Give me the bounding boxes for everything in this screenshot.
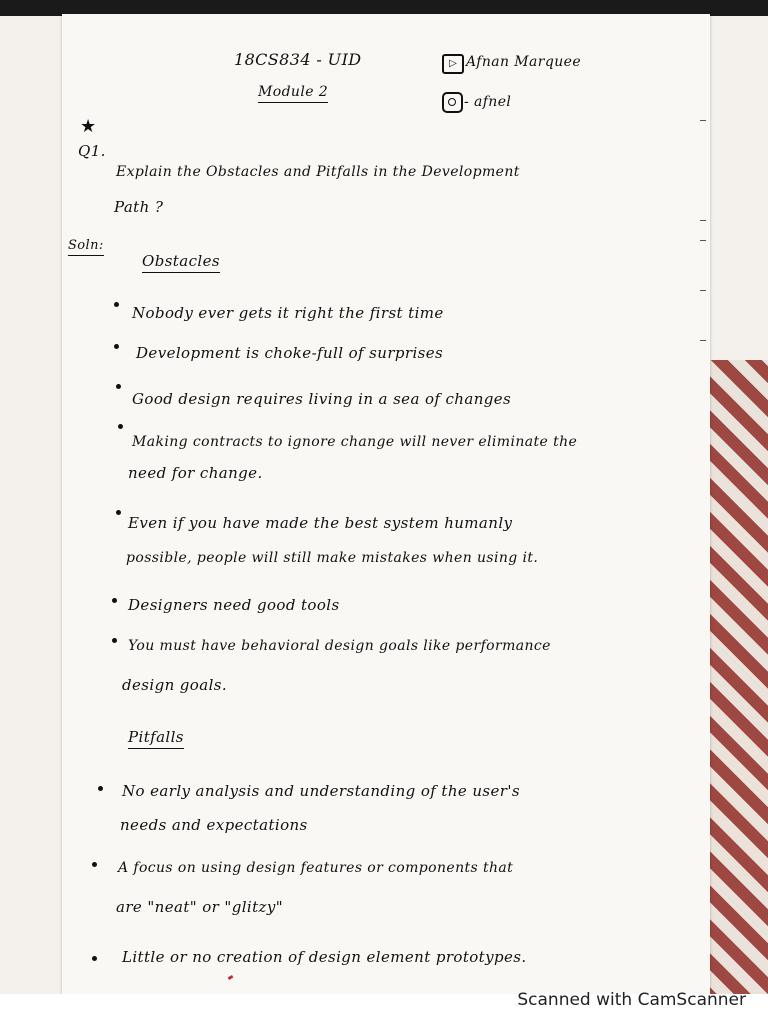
question-number: Q1.	[78, 142, 106, 160]
bullet	[116, 510, 121, 515]
ruling-mark	[700, 340, 706, 341]
obstacle-item: Nobody ever gets it right the first time	[132, 304, 444, 322]
bullet	[114, 344, 119, 349]
bullet	[116, 384, 121, 389]
obstacle-item-cont: possible, people will still make mistakes when using it.	[126, 550, 539, 566]
ruling-mark	[700, 120, 706, 121]
background-cloth	[706, 360, 768, 1000]
ruling-mark	[700, 240, 706, 241]
ruling-mark	[700, 220, 706, 221]
obstacle-item: You must have behavioral design goals like performance	[128, 638, 551, 654]
youtube-icon: ▷	[442, 54, 464, 74]
bullet	[98, 786, 103, 791]
pitfalls-heading: Pitfalls	[128, 728, 184, 749]
bullet	[92, 956, 97, 961]
obstacle-item: Even if you have made the best system humanly	[128, 514, 513, 532]
obstacle-item-cont: design goals.	[122, 676, 228, 694]
bullet	[114, 302, 119, 307]
pitfall-item: No early analysis and understanding of the user's	[122, 782, 520, 800]
module-label: Module 2	[258, 84, 328, 103]
obstacle-item: Making contracts to ignore change will never eliminate the	[132, 434, 578, 450]
camscanner-watermark: Scanned with CamScanner	[517, 990, 746, 1010]
ruling-mark	[700, 290, 706, 291]
question-line-2: Path ?	[114, 198, 164, 216]
obstacle-item: Good design requires living in a sea of changes	[132, 390, 512, 408]
pitfall-item: Little or no creation of design element prototypes.	[122, 948, 527, 966]
bullet	[112, 638, 117, 643]
ink-mark	[228, 975, 234, 980]
pitfall-item-cont: needs and expectations	[120, 816, 308, 834]
course-code: 18CS834 - UID	[234, 50, 362, 69]
pitfall-item: A focus on using design features or components that	[118, 860, 514, 876]
bullet	[92, 862, 97, 867]
youtube-handle: Afnan Marquee	[466, 54, 581, 70]
obstacle-item: Development is choke-full of surprises	[136, 344, 444, 362]
question-line-1: Explain the Obstacles and Pitfalls in the Development	[116, 164, 520, 180]
bullet	[118, 424, 123, 429]
notebook-page	[62, 14, 710, 994]
solution-label: Soln:	[68, 238, 104, 256]
obstacle-item: Designers need good tools	[128, 596, 340, 614]
obstacle-item-cont: need for change.	[128, 464, 263, 482]
pitfall-item-cont: are "neat" or "glitzy"	[116, 898, 284, 916]
instagram-icon	[442, 92, 463, 113]
obstacles-heading: Obstacles	[142, 252, 220, 273]
bullet	[112, 598, 117, 603]
star-icon: ★	[80, 116, 97, 137]
instagram-handle: - afnel	[464, 94, 512, 110]
